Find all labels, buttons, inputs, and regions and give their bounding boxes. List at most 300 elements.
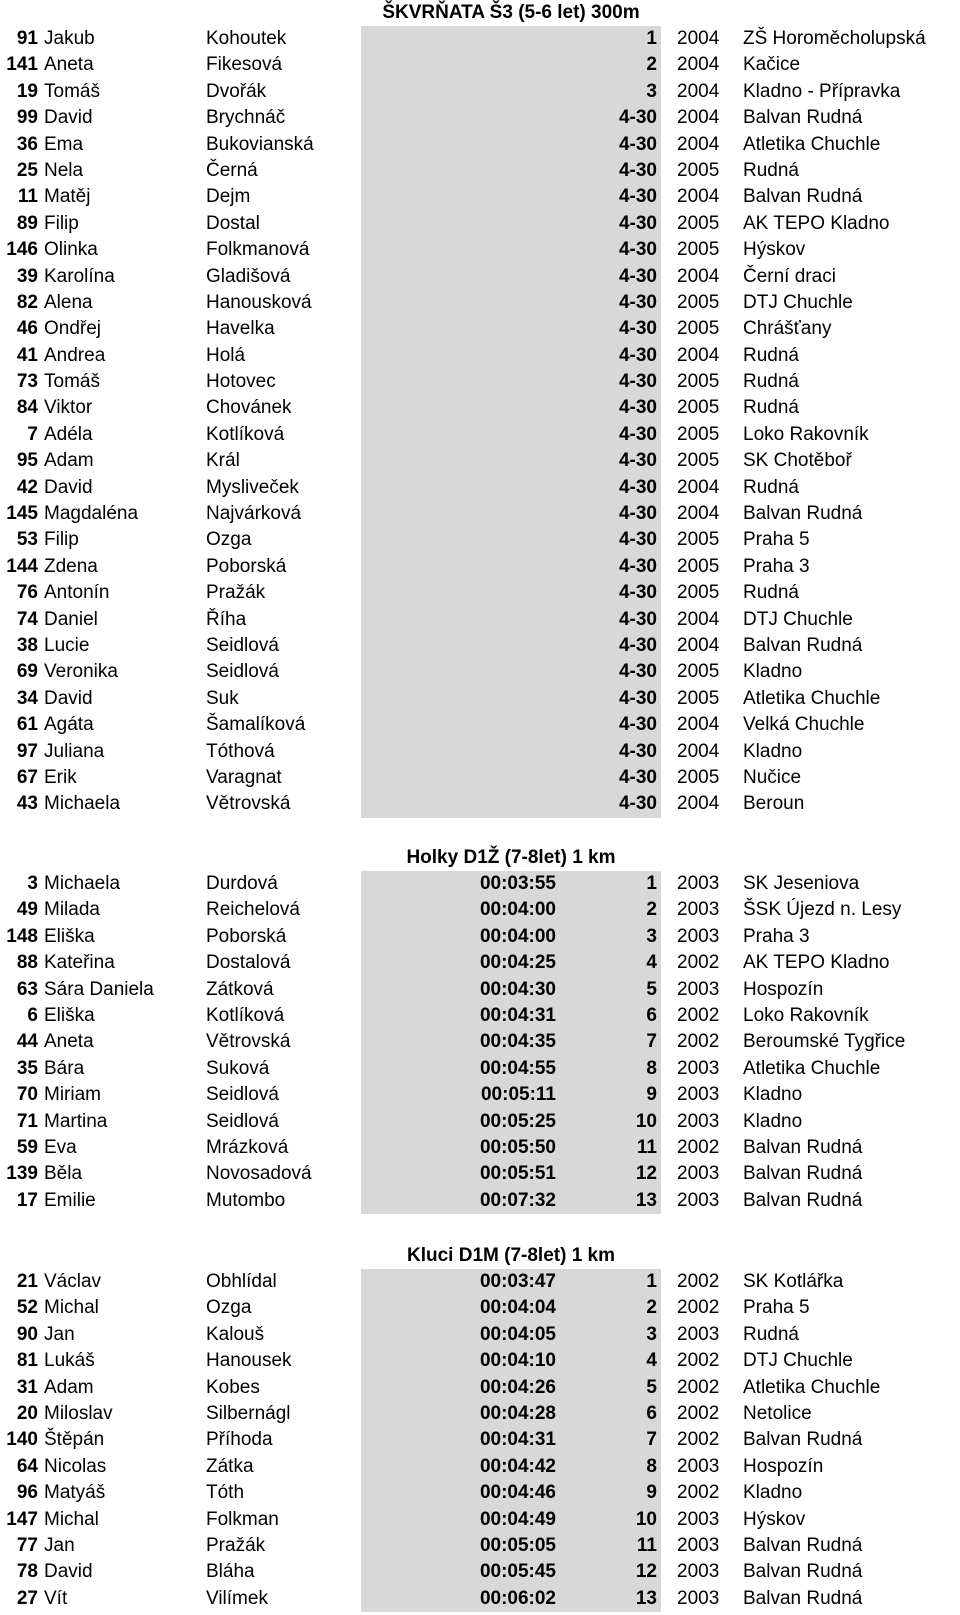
club-name: Hýskov (743, 239, 806, 261)
bib-number: 46 (16, 318, 38, 340)
birth-year: 2004 (677, 714, 720, 736)
club-name: Balvan Rudná (743, 1163, 863, 1185)
last-name: Kohoutek (206, 28, 287, 49)
finish-time: 00:03:47 (479, 1271, 556, 1292)
last-name: Chovánek (206, 397, 292, 419)
first-name: Aneta (44, 1031, 94, 1053)
bib-number: 27 (16, 1587, 38, 1609)
table-row (0, 1082, 960, 1108)
place: 8 (646, 1057, 657, 1079)
last-name: Tóth (206, 1482, 245, 1504)
results-section (0, 845, 960, 1214)
club-name: Rudná (743, 1323, 799, 1345)
bib-number: 70 (16, 1084, 38, 1106)
first-name: David (44, 687, 93, 709)
bib-number: 21 (16, 1271, 38, 1292)
bib-number: 146 (6, 239, 38, 261)
birth-year: 2003 (677, 1534, 720, 1556)
club-name: Balvan Rudná (743, 1534, 863, 1556)
finish-time: 00:05:25 (479, 1110, 556, 1132)
table-row (0, 1427, 960, 1453)
table-row (0, 1056, 960, 1082)
birth-year: 2005 (677, 687, 720, 709)
birth-year: 2004 (677, 80, 720, 102)
place: 6 (646, 1402, 657, 1424)
bib-number: 64 (16, 1455, 38, 1477)
bib-number: 39 (16, 265, 38, 287)
table-row (0, 580, 960, 606)
last-name: Větrovská (206, 793, 291, 815)
last-name: Vilímek (206, 1587, 268, 1609)
section-title: ŠKVRŇATA Š3 (5-6 let) 300m (382, 2, 640, 23)
finish-time: 00:04:00 (479, 925, 556, 947)
place: 4-30 (618, 186, 657, 208)
place: 11 (636, 1136, 657, 1158)
first-name: Milada (44, 899, 100, 921)
club-name: ZŠ Horoměcholupská (743, 28, 926, 49)
table-row (0, 1507, 960, 1533)
bib-number: 144 (6, 555, 38, 577)
table-row (0, 1559, 960, 1585)
table-row (0, 105, 960, 131)
place: 4-30 (618, 159, 657, 181)
table-row (0, 316, 960, 342)
table-row (0, 52, 960, 78)
club-name: Netolice (743, 1402, 812, 1424)
club-name: Balvan Rudná (743, 503, 863, 525)
birth-year: 2004 (677, 608, 720, 630)
table-row (0, 1586, 960, 1612)
place: 4 (646, 1350, 657, 1372)
first-name: Daniel (44, 608, 98, 630)
bib-number: 19 (16, 80, 38, 102)
table-row (0, 1375, 960, 1401)
table-row (0, 343, 960, 369)
place: 12 (635, 1163, 657, 1185)
birth-year: 2005 (677, 239, 720, 261)
birth-year: 2003 (677, 1508, 720, 1530)
club-name: Chrášťany (743, 318, 832, 340)
table-row (0, 1401, 960, 1427)
place: 4-30 (618, 714, 657, 736)
club-name: Rudná (743, 582, 799, 604)
last-name: Hanousková (206, 291, 312, 313)
table-row (0, 897, 960, 923)
birth-year: 2005 (677, 371, 720, 393)
last-name: Pražák (206, 582, 266, 604)
place: 4-30 (618, 476, 657, 498)
finish-time: 00:04:28 (479, 1402, 556, 1424)
last-name: Durdová (206, 873, 278, 894)
birth-year: 2003 (677, 1455, 720, 1477)
place: 4-30 (618, 212, 657, 234)
first-name: Olinka (44, 239, 98, 261)
results-table (0, 1269, 960, 1612)
last-name: Bláha (206, 1561, 255, 1583)
finish-time: 00:05:11 (480, 1084, 556, 1106)
place: 8 (646, 1455, 657, 1477)
finish-time: 00:04:49 (479, 1508, 556, 1530)
finish-time: 00:04:31 (479, 1004, 556, 1026)
last-name: Ozga (206, 1297, 252, 1319)
table-row (0, 158, 960, 184)
bib-number: 147 (6, 1508, 38, 1530)
table-row (0, 369, 960, 395)
last-name: Myslivеček (206, 476, 299, 498)
section-title: Holky D1Ž (7-8let) 1 km (406, 847, 616, 868)
last-name: Bukovianská (206, 133, 314, 155)
place: 4-30 (618, 344, 657, 366)
first-name: Jakub (44, 28, 95, 49)
birth-year: 2003 (677, 899, 720, 921)
first-name: Nela (44, 159, 84, 181)
table-row (0, 659, 960, 685)
first-name: David (44, 1561, 93, 1583)
first-name: Adam (44, 450, 94, 472)
table-row (0, 1269, 960, 1295)
club-name: Kladno (743, 1084, 803, 1106)
club-name: Atletika Chuchle (743, 687, 881, 709)
first-name: Matěj (44, 186, 91, 208)
last-name: Dvořák (206, 80, 267, 102)
bib-number: 99 (16, 107, 38, 129)
finish-time: 00:04:42 (479, 1455, 556, 1477)
bib-number: 6 (27, 1004, 38, 1026)
first-name: Martina (44, 1110, 108, 1132)
bib-number: 3 (27, 873, 38, 894)
finish-time: 00:04:04 (479, 1297, 556, 1319)
birth-year: 2004 (677, 503, 720, 525)
club-name: Rudná (743, 371, 799, 393)
club-name: Rudná (743, 159, 799, 181)
table-row (0, 527, 960, 553)
place: 4-30 (618, 555, 657, 577)
table-row (0, 1454, 960, 1480)
place: 6 (646, 1004, 657, 1026)
club-name: Hospozín (743, 978, 824, 1000)
club-name: Praha 3 (743, 555, 810, 577)
table-row (0, 607, 960, 633)
last-name: Dejm (206, 186, 251, 208)
club-name: Beroumské Tygřice (743, 1031, 906, 1053)
place: 9 (646, 1482, 657, 1504)
club-name: ŠSK Újezd n. Lesy (743, 899, 902, 921)
first-name: Agáta (44, 714, 94, 736)
last-name: Král (206, 450, 240, 472)
place: 1 (646, 1271, 657, 1292)
club-name: Kladno (743, 1110, 803, 1132)
club-name: Nučice (743, 766, 802, 788)
last-name: Najvárková (206, 503, 302, 525)
section-title: Kluci D1M (7-8let) 1 km (407, 1245, 615, 1266)
last-name: Holá (206, 344, 246, 366)
last-name: Havelka (206, 318, 275, 340)
first-name: Sára Daniela (44, 978, 154, 1000)
club-name: Atletika Chuchle (743, 133, 881, 155)
club-name: Praha 3 (743, 925, 810, 947)
last-name: Dostal (206, 212, 260, 234)
club-name: Kačice (743, 54, 801, 76)
first-name: Štěpán (44, 1429, 105, 1451)
first-name: Karolína (44, 265, 115, 287)
finish-time: 00:04:30 (479, 978, 556, 1000)
first-name: Eva (44, 1136, 77, 1158)
last-name: Novosadová (206, 1163, 312, 1185)
first-name: Zdena (44, 555, 98, 577)
first-name: Michal (44, 1508, 99, 1530)
first-name: Magdaléna (44, 503, 139, 525)
birth-year: 2003 (677, 925, 720, 947)
club-name: Balvan Rudná (743, 1561, 863, 1583)
birth-year: 2003 (677, 1163, 720, 1185)
last-name: Hanousek (206, 1350, 292, 1372)
birth-year: 2004 (677, 793, 720, 815)
club-name: Balvan Rudná (743, 634, 863, 656)
last-name: Dostalová (206, 952, 291, 974)
table-row (0, 1322, 960, 1348)
first-name: Jan (44, 1534, 75, 1556)
last-name: Fikesová (206, 54, 283, 76)
first-name: Matyáš (44, 1482, 106, 1504)
birth-year: 2002 (677, 1429, 720, 1451)
table-row (0, 475, 960, 501)
birth-year: 2002 (677, 1482, 720, 1504)
place: 4-30 (618, 608, 657, 630)
place: 4-30 (618, 661, 657, 683)
bib-number: 36 (16, 133, 38, 155)
table-row (0, 686, 960, 712)
last-name: Příhoda (206, 1429, 273, 1451)
finish-time: 00:07:32 (479, 1189, 556, 1211)
first-name: Viktor (44, 397, 93, 419)
first-name: Filip (44, 212, 79, 234)
bib-number: 73 (16, 371, 38, 393)
finish-time: 00:05:50 (479, 1136, 556, 1158)
club-name: Kladno (743, 1482, 803, 1504)
bib-number: 25 (16, 159, 38, 181)
last-name: Černá (206, 159, 258, 181)
birth-year: 2002 (677, 1297, 720, 1319)
birth-year: 2002 (677, 1350, 720, 1372)
place: 4-30 (618, 291, 657, 313)
first-name: Michaela (44, 873, 121, 894)
table-row (0, 132, 960, 158)
club-name: Atletika Chuchle (743, 1057, 881, 1079)
table-row (0, 1533, 960, 1559)
last-name: Seidlová (206, 661, 279, 683)
table-row (0, 422, 960, 448)
club-name: Balvan Rudná (743, 186, 863, 208)
place: 4-30 (618, 529, 657, 551)
birth-year: 2005 (677, 450, 720, 472)
finish-time: 00:04:00 (479, 899, 556, 921)
last-name: Mrázková (206, 1136, 289, 1158)
bib-number: 148 (6, 925, 38, 947)
last-name: Kotlíková (206, 423, 285, 445)
last-name: Varagnat (206, 766, 282, 788)
birth-year: 2005 (677, 397, 720, 419)
table-row (0, 977, 960, 1003)
birth-year: 2004 (677, 28, 720, 49)
last-name: Poborská (206, 555, 287, 577)
finish-time: 00:04:35 (479, 1031, 556, 1053)
first-name: Aneta (44, 54, 94, 76)
place: 13 (635, 1587, 657, 1609)
birth-year: 2004 (677, 740, 720, 762)
bib-number: 59 (16, 1136, 38, 1158)
birth-year: 2003 (677, 978, 720, 1000)
bib-number: 97 (16, 740, 38, 762)
first-name: Miriam (44, 1084, 101, 1106)
last-name: Brychnáč (206, 107, 286, 129)
place: 3 (646, 80, 657, 102)
place: 4-30 (618, 503, 657, 525)
place: 3 (646, 1323, 657, 1345)
club-name: SK Jeseniova (743, 873, 860, 894)
birth-year: 2005 (677, 555, 720, 577)
bib-number: 63 (16, 978, 38, 1000)
first-name: Eliška (44, 1004, 95, 1026)
bib-number: 140 (6, 1429, 38, 1451)
bib-number: 67 (16, 766, 38, 788)
place: 4-30 (618, 793, 657, 815)
first-name: Běla (44, 1163, 83, 1185)
first-name: Nicolas (44, 1455, 107, 1477)
birth-year: 2005 (677, 318, 720, 340)
results-table (0, 26, 960, 818)
table-row (0, 395, 960, 421)
birth-year: 2005 (677, 159, 720, 181)
bib-number: 141 (6, 54, 38, 76)
table-row (0, 1135, 960, 1161)
bib-number: 42 (16, 476, 38, 498)
finish-time: 00:04:46 (479, 1482, 556, 1504)
table-row (0, 184, 960, 210)
last-name: Kalouš (206, 1323, 265, 1345)
last-name: Seidlová (206, 1110, 279, 1132)
table-row (0, 871, 960, 897)
place: 4-30 (618, 423, 657, 445)
club-name: DTJ Chuchle (743, 608, 853, 630)
bib-number: 76 (16, 582, 38, 604)
birth-year: 2004 (677, 107, 720, 129)
bib-number: 77 (16, 1534, 38, 1556)
table-row (0, 237, 960, 263)
bib-number: 17 (16, 1189, 38, 1211)
club-name: Beroun (743, 793, 805, 815)
club-name: Loko Rakovník (743, 1004, 869, 1026)
place: 1 (646, 873, 657, 894)
last-name: Suk (206, 687, 239, 709)
club-name: Rudná (743, 476, 799, 498)
table-row (0, 924, 960, 950)
birth-year: 2003 (677, 1189, 720, 1211)
last-name: Gladišová (206, 265, 291, 287)
last-name: Říha (206, 608, 247, 630)
place: 2 (646, 1297, 657, 1319)
club-name: Černí draci (743, 265, 836, 287)
first-name: Michal (44, 1297, 99, 1319)
club-name: Atletika Chuchle (743, 1376, 881, 1398)
table-row (0, 26, 960, 52)
club-name: Loko Rakovník (743, 423, 869, 445)
first-name: Ema (44, 133, 84, 155)
birth-year: 2003 (677, 1057, 720, 1079)
last-name: Kobes (206, 1376, 260, 1398)
place: 4-30 (618, 265, 657, 287)
bib-number: 78 (16, 1561, 38, 1583)
club-name: Balvan Rudná (743, 1136, 863, 1158)
birth-year: 2003 (677, 1110, 720, 1132)
table-row (0, 1109, 960, 1135)
club-name: DTJ Chuchle (743, 1350, 853, 1372)
birth-year: 2002 (677, 952, 720, 974)
club-name: Hýskov (743, 1508, 806, 1530)
last-name: Hotovec (206, 371, 276, 393)
table-row (0, 1188, 960, 1214)
first-name: Alena (44, 291, 93, 313)
first-name: Václav (44, 1271, 102, 1292)
first-name: Ondřej (44, 318, 102, 340)
birth-year: 2005 (677, 423, 720, 445)
first-name: Jan (44, 1323, 75, 1345)
table-row (0, 1003, 960, 1029)
birth-year: 2005 (677, 661, 720, 683)
place: 7 (646, 1429, 657, 1451)
finish-time: 00:04:05 (479, 1323, 556, 1345)
first-name: Veronika (44, 661, 118, 683)
last-name: Tóthová (206, 740, 275, 762)
club-name: Hospozín (743, 1455, 824, 1477)
birth-year: 2002 (677, 1376, 720, 1398)
club-name: DTJ Chuchle (743, 291, 853, 313)
bib-number: 145 (6, 503, 38, 525)
place: 4-30 (618, 740, 657, 762)
place: 4-30 (618, 634, 657, 656)
birth-year: 2002 (677, 1271, 720, 1292)
bib-number: 89 (16, 212, 38, 234)
first-name: Vít (44, 1587, 68, 1609)
last-name: Zátka (206, 1455, 254, 1477)
table-row (0, 1480, 960, 1506)
first-name: Andrea (44, 344, 106, 366)
birth-year: 2002 (677, 1136, 720, 1158)
table-row (0, 448, 960, 474)
club-name: SK Kotlářka (743, 1271, 844, 1292)
place: 10 (635, 1508, 657, 1530)
bib-number: 34 (16, 687, 38, 709)
last-name: Reichelová (206, 899, 300, 921)
table-row (0, 211, 960, 237)
club-name: AK TEPO Kladno (743, 952, 890, 974)
finish-time: 00:04:31 (479, 1429, 556, 1451)
club-name: Balvan Rudná (743, 107, 863, 129)
place: 4-30 (618, 687, 657, 709)
table-row (0, 264, 960, 290)
table-row (0, 1161, 960, 1187)
results-section (0, 1243, 960, 1612)
first-name: Juliana (44, 740, 105, 762)
bib-number: 35 (16, 1057, 38, 1079)
table-row (0, 712, 960, 738)
birth-year: 2004 (677, 133, 720, 155)
birth-year: 2005 (677, 212, 720, 234)
first-name: Eliška (44, 925, 95, 947)
bib-number: 52 (16, 1297, 38, 1319)
results-table (0, 871, 960, 1214)
club-name: SK Chotěboř (743, 450, 852, 472)
birth-year: 2003 (677, 1323, 720, 1345)
